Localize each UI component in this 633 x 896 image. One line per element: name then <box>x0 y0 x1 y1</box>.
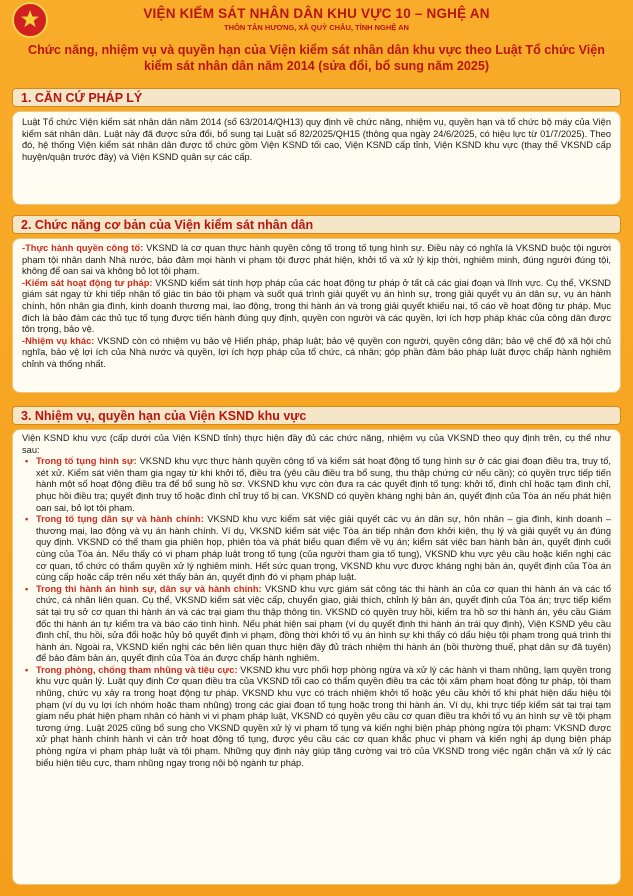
list-item <box>36 514 611 584</box>
list-item <box>36 584 611 665</box>
section-3-intro: Viện KSND khu vực (cấp dưới của Viện KSND tỉnh) thực hiện đầy đủ các chức năng, nhiệm vụ của VKSND theo quy định trên, cụ thể như sau: <box>22 433 611 455</box>
duty-text: VKSND khu vực phối hợp phòng ngừa và xử lý các hành vi tham nhũng, lạm quyền trong khu vực quản lý. Luật quy định Cơ quan điều tra của VKSND tối cao có thẩm quyền điều tra các tội xâm phạm hoạt động tư pháp, tội tham nhũng, chức vụ xảy ra trong hoạt động tư pháp. VKSND khu vực có trách nhiệm khởi tố hoặc yêu cầu khởi tố khi phát hiện dấu hiệu tội phạm (ví dụ vụ lợi ích nhóm hoặc tham nhũng) trong các giai đoạn tố tụng hoặc trong thi hành án. Ví dụ, khi trực tiếp kiểm sát tại trại tạm giam nếu phát hiện phạm nhân có hành vi vi phạm pháp luật, VKSND có quyền yêu cầu cơ quan điều tra khởi tố vụ án hình sự về tội phạm tương ứng. Luật 2025 cũng bổ sung cho VKSND quyền xử lý vi phạm tố tụng và kiến nghị biện pháp phòng ngừa tội phạm: VKSND được xử phạt hành chính hành vi cản trở hoạt động tố tụng, được yêu cầu các cơ quan khắc phục vi phạm và kiến nghị áp dụng biện pháp phòng ngừa vi phạm pháp luật và tội phạm. Những quy định này giúp tăng cường vai trò của VKSND trong việc ngăn chặn và xử lý các biểu hiện tiêu cực, tham nhũng ngay trong nội bộ ngành tư pháp. <box>36 664 611 768</box>
section-1-text: Luật Tổ chức Viện kiểm sát nhân dân năm 2014 (số 63/2014/QH13) quy định về chức năng, nhiệm vụ, quyền hạn và tổ chức bộ máy của Viện kiểm sát nhân dân. Luật này đã được sửa đổi, bổ sung tại Luật số 82/2025/QH15 (thông qua ngày 24/6/2025, có hiệu lực từ 01/7/2025). Theo đó, hệ thống Viện kiểm sát nhân dân được tổ chức gồm Viện KSND tối cao, Viện KSND cấp tỉnh, Viện KSND khu vực (thay thế VKSND cấp huyện/quận trước đây) và Viện KSND quân sự các cấp. <box>22 117 611 162</box>
function-item-supervision <box>22 278 611 336</box>
function-text: VKSND là cơ quan thực hành quyền công tố trong tố tụng hình sự. Điều này có nghĩa là VKSND buộc tội người phạm tội nhân danh Nhà nước, bảo đảm mọi hành vi phạm tội được phát hiện, khởi tố và xử lý kịp thời, nghiêm minh, đúng người đúng tội, không để oan sai và không bỏ lọt tội phạm. <box>22 243 611 277</box>
duty-text: VKSND khu vực kiểm sát việc giải quyết các vụ án dân sự, hôn nhân – gia đình, kinh doanh – thương mại, lao động và vụ án hành chính. Ví dụ, VKSND kiểm sát việc Tòa án tiếp nhận đơn khởi kiện, thụ lý và giải quyết vụ án đúng quy định. VKSND có thể tham gia phiên họp, phiên tòa và phát biểu quan điểm về vụ án; kiểm sát việc ban hành bản án, quyết định cuối cùng của Tòa án. Nếu thấy có vi phạm pháp luật trong tố tụng (của người tham gia tố tụng), VKSND khu vực yêu cầu hoặc kiến nghị các cơ quan, tổ chức có thẩm quyền xử lý nghiêm minh. Hết sức quan trọng, VKSND khu vực được kháng nghị bản án, quyết định của Tòa án cùng cấp hoặc cấp trên nếu xét thấy bản án, quyết định đó vi phạm pháp luật. <box>36 514 611 583</box>
duties-list <box>22 456 611 769</box>
org-address: THÔN TÂN HƯƠNG, XÃ QUỲ CHÂU, TỈNH NGHỆ AN <box>224 23 409 32</box>
list-item <box>36 665 611 769</box>
header <box>0 0 633 40</box>
section-3-card <box>12 429 621 885</box>
section-1-card <box>12 111 621 205</box>
duty-label: Trong tố tụng dân sự và hành chính: <box>36 514 204 525</box>
function-text: VKSND kiểm sát tính hợp pháp của các hoạt động tư pháp ở tất cả các giai đoạn và lĩnh vực. Cụ thể, VKSND giám sát ngay từ khi tiếp nhận tố giác tin báo tội phạm và suốt quá trình giải quyết vụ án hình sự, trong giải quyết vụ án dân sự, vụ án hành chính, hôn nhân gia đình, kinh doanh thương mại, lao động, trong thi hành án và trong giải quyết khiếu nại, tố cáo về hoạt động tư pháp. Mục đích là bảo đảm các thủ tục tố tụng được tiến hành đúng quy định, quyền con người và các quyền, lợi ích hợp pháp khác của công dân được tôn trọng, bảo vệ. <box>22 277 612 335</box>
function-item-other <box>22 336 611 371</box>
duty-text: VKSND khu vực thực hành quyền công tố và kiểm sát hoạt động tố tụng hình sự ở các giai đoạn điều tra, truy tố, xét xử. Kiểm sát viên tham gia ngay từ khi khởi tố, điều tra (yêu cầu điều tra bổ sung, thu thập chứng cứ nếu cần); có quyền trực tiếp tiến hành một số hoạt động điều tra để bổ sung hồ sơ. VKSND khu vực còn đưa ra các quyết định tố tụng: khởi tố, đình chỉ hoặc tạm đình chỉ, phục hồi điều tra; quyết định truy tố hoặc đình chỉ truy tố bị can. VKSND có quyền kháng nghị bản án, quyết định của Tòa án nếu phát hiện oan sai, bỏ lọt tội phạm. <box>36 456 611 513</box>
duty-label: Trong tố tụng hình sự: <box>36 456 137 467</box>
section-3-heading: 3. Nhiệm vụ, quyền hạn của Viện KSND khu vực <box>12 406 621 425</box>
section-1-heading: 1. CĂN CỨ PHÁP LÝ <box>12 88 621 107</box>
function-text: VKSND còn có nhiệm vụ bảo vệ Hiến pháp, pháp luật; bảo vệ quyền con người, quyền công dân; bảo vệ chế độ xã hội chủ nghĩa, bảo vệ lợi ích của Nhà nước và quyền, lợi ích hợp pháp của tổ chức, cá nhân; góp phần đảm bảo pháp luật được chấp hành nghiêm chỉnh và thống nhất. <box>22 335 611 369</box>
duty-text: VKSND khu vực giám sát công tác thi hành án của cơ quan thi hành án và các tổ chức, cá nhân liên quan. Cụ thể, VKSND kiểm sát việc cấp, chuyển giao, giải thích, chỉnh lý bản án, quyết định của Tòa án; trực tiếp kiểm sát tại trụ sở cơ quan thi hành án và các trại giam thu thập thông tin. VKSND có quyền truy hồi, kiểm tra hồ sơ thi hành án, yêu cầu Giám đốc thi hành án tự kiểm tra và báo cáo tình hình. Nếu phát hiện sai phạm (ví dụ quyết định thi hành án trái quy định), Viện KSND yêu cầu đình chỉ, thu hồi, sửa đổi hoặc hủy bỏ quyết định vi phạm, đồng thời khởi tố vụ án hình sự khi thấy có dấu hiệu tội phạm trong quá trình thi hành án. Ngoài ra, VKSND kiến nghị các bên liên quan thực hiện đầy đủ trách nhiệm thi hành án (bồi thường thuế, phạt dân sự đã tuyên) để bảo đảm bản án, quyết định của Tòa án được chấp hành nghiêm. <box>36 583 611 664</box>
list-item <box>36 456 611 514</box>
function-label: -Nhiệm vụ khác: <box>22 335 95 346</box>
section-2-heading: 2. Chức năng cơ bản của Viện kiểm sát nhân dân <box>12 215 621 234</box>
function-label: -Kiểm sát hoạt động tư pháp: <box>22 277 153 288</box>
function-label: -Thực hành quyền công tố: <box>22 243 144 253</box>
org-name: VIỆN KIỂM SÁT NHÂN DÂN KHU VỰC 10 – NGHỆ AN <box>143 6 490 21</box>
section-2-card <box>12 238 621 393</box>
duty-label: Trong thi hành án hình sự, dân sự và hành chính: <box>36 583 262 594</box>
duty-label: Trong phòng, chống tham nhũng và tiêu cực: <box>36 664 238 675</box>
page-title: Chức năng, nhiệm vụ và quyền hạn của Viện kiểm sát nhân dân khu vực theo Luật Tổ chức Viện kiểm sát nhân dân năm 2014 (sửa đổi, bổ sung năm 2025) <box>28 43 605 73</box>
function-item-prosecution <box>22 243 611 278</box>
